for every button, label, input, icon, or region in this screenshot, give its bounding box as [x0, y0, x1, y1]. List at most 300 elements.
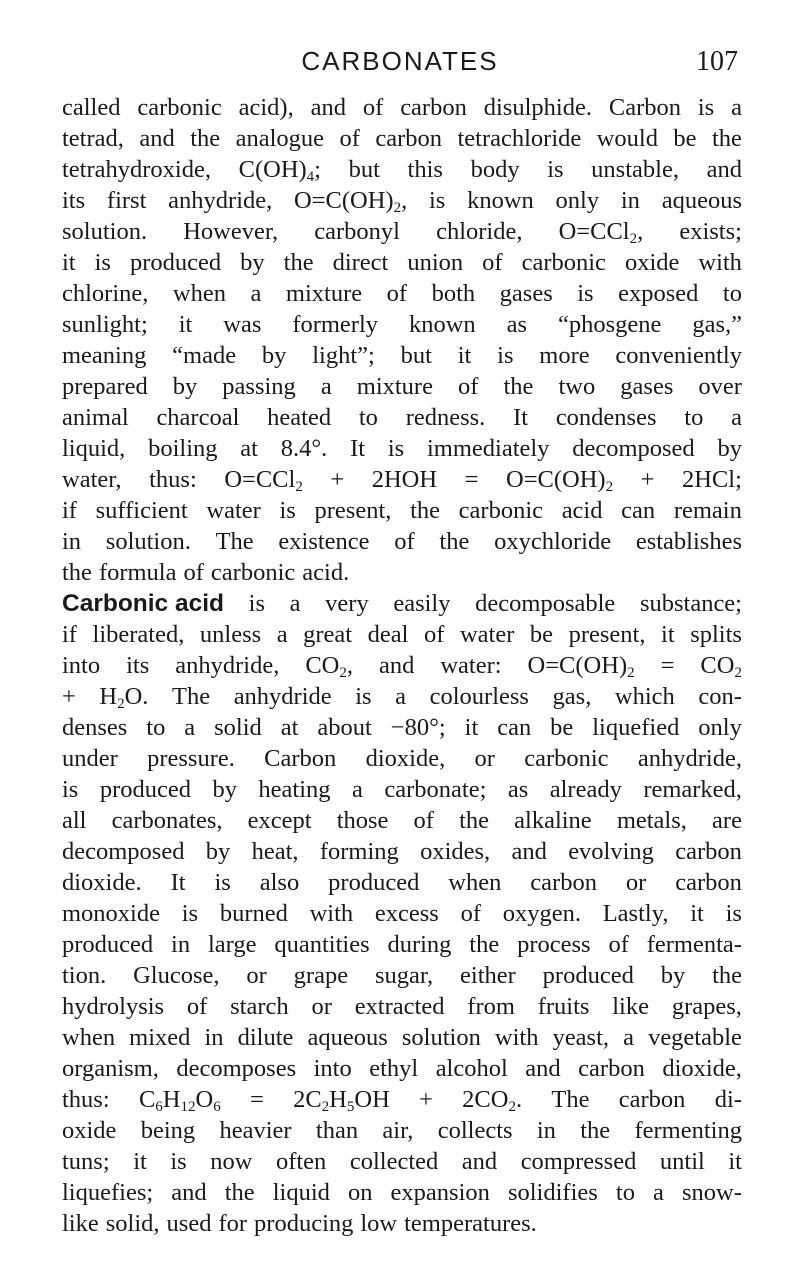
word: only	[698, 714, 742, 741]
word: is	[214, 869, 231, 896]
word: it	[690, 900, 704, 927]
word: aqueous	[661, 187, 742, 214]
word: “made	[172, 342, 237, 369]
word: either	[460, 962, 516, 989]
word: analogue	[235, 125, 325, 152]
word: collects	[437, 1117, 513, 1144]
word: and	[171, 1179, 207, 1206]
word: thus:	[62, 1086, 110, 1113]
word: carbonic	[210, 559, 296, 586]
word: produced	[62, 931, 154, 958]
word: of	[394, 528, 415, 555]
word: the	[459, 807, 490, 834]
word: O=CCl$_2$	[224, 466, 303, 495]
word: establishes	[635, 528, 742, 555]
word: two	[558, 373, 596, 400]
word: present,	[568, 621, 646, 648]
page-number: 107	[696, 46, 738, 77]
word: often	[275, 1148, 327, 1175]
word: when	[62, 1024, 116, 1051]
word: alcohol	[435, 1055, 508, 1082]
word: the	[580, 1117, 611, 1144]
word: used	[166, 1210, 212, 1237]
word: when	[172, 280, 226, 307]
word: grapes,	[671, 993, 742, 1020]
word: liberated,	[92, 621, 185, 648]
word: O=CCl$_2$,	[558, 218, 644, 247]
word: collected	[349, 1148, 439, 1175]
word: by	[212, 776, 237, 803]
word: carbon	[675, 869, 742, 896]
word: passing	[222, 373, 296, 400]
text-line	[62, 588, 742, 619]
word: dioxide,	[365, 745, 446, 772]
word: monoxide	[62, 900, 160, 927]
word: but	[348, 156, 380, 183]
word: Glucose,	[133, 962, 220, 989]
word: in	[620, 187, 640, 214]
word: sufficient	[95, 497, 188, 524]
word: tetrahydroxide,	[62, 156, 211, 183]
word: dioxide.	[62, 869, 142, 896]
word: The	[551, 1086, 590, 1113]
word: is	[94, 249, 111, 276]
word: yeast,	[552, 1024, 610, 1051]
word: fermenting	[634, 1117, 742, 1144]
word: a	[250, 280, 262, 307]
word: tetrachloride	[457, 125, 582, 152]
word: quantities	[274, 931, 370, 958]
text-line	[62, 712, 742, 743]
word: its	[126, 652, 150, 679]
word: vegetable	[648, 1024, 742, 1051]
word: liquid,	[62, 435, 126, 462]
word: would	[596, 125, 658, 152]
word: the	[190, 125, 221, 152]
word: to	[722, 280, 742, 307]
word: solution	[401, 1024, 481, 1051]
word: forming	[319, 838, 399, 865]
word: be	[550, 714, 574, 741]
word: easily	[393, 590, 451, 617]
word: except	[247, 807, 312, 834]
word: can	[621, 497, 656, 524]
word: it	[464, 714, 479, 741]
word: heavier	[219, 1117, 292, 1144]
word: with	[494, 1024, 539, 1051]
word: temperatures.	[404, 1210, 537, 1237]
word: is	[279, 497, 296, 524]
word: +	[419, 1086, 433, 1113]
word: oxide	[624, 249, 680, 276]
word: anhydride,	[175, 652, 280, 679]
word: tetrad,	[62, 125, 124, 152]
word: existence	[278, 528, 370, 555]
word: carbonate;	[384, 776, 487, 803]
word: known	[408, 311, 476, 338]
word: first	[106, 187, 147, 214]
word: very	[325, 590, 369, 617]
word: with	[309, 900, 354, 927]
word: and	[706, 156, 742, 183]
word: the	[439, 528, 470, 555]
text-line	[62, 681, 742, 712]
text-line	[62, 929, 742, 960]
running-head: CARBONATES	[301, 46, 499, 76]
word: =	[660, 652, 675, 679]
word: “phosgene	[557, 311, 662, 338]
word: process	[517, 931, 591, 958]
word: It	[170, 869, 186, 896]
word: boiling	[148, 435, 218, 462]
word: thus:	[149, 466, 197, 493]
word: over	[698, 373, 742, 400]
word: oxychloride	[494, 528, 612, 555]
word: and	[525, 1055, 561, 1082]
word: decomposed	[572, 435, 695, 462]
word: hydrolysis	[62, 993, 165, 1020]
word: of	[482, 249, 503, 276]
word: it	[133, 1148, 147, 1175]
word: is	[428, 187, 446, 214]
word: water,	[62, 466, 122, 493]
word: at	[240, 435, 258, 462]
word: dilute	[237, 1024, 294, 1051]
word: oxide	[62, 1117, 117, 1144]
word: tion.	[62, 962, 107, 989]
word: The	[215, 528, 254, 555]
word: its	[62, 187, 86, 214]
word: or	[625, 869, 647, 896]
word: if	[62, 621, 77, 648]
word: dioxide,	[662, 1055, 742, 1082]
word: on	[347, 1179, 373, 1206]
word: to	[684, 404, 704, 431]
word: present,	[314, 497, 392, 524]
word: carbonyl	[314, 218, 400, 245]
word: solid	[214, 714, 262, 741]
word: of	[423, 621, 445, 648]
word: or	[246, 962, 267, 989]
word: and	[139, 125, 175, 152]
word: with	[698, 249, 742, 276]
word: a	[731, 404, 742, 431]
word: is	[577, 280, 594, 307]
text-line	[62, 216, 742, 247]
word: heated	[267, 404, 332, 431]
word: a	[276, 621, 288, 648]
word: gases	[499, 280, 553, 307]
word: for	[218, 1210, 248, 1237]
word: a	[184, 714, 196, 741]
text-line	[62, 1084, 742, 1115]
word: denses	[62, 714, 128, 741]
word: gas,	[552, 683, 592, 710]
word: sugar,	[374, 962, 434, 989]
word: until	[659, 1148, 705, 1175]
word: conveniently	[615, 342, 742, 369]
word: by	[660, 962, 686, 989]
word: produced	[129, 249, 222, 276]
word: great	[303, 621, 353, 648]
word: $O=C(OH)_2$,	[294, 187, 408, 216]
word: tuns;	[62, 1148, 110, 1175]
word: by	[717, 435, 742, 462]
word: carbonates,	[111, 807, 223, 834]
word: carbon	[530, 869, 597, 896]
word: immediately	[426, 435, 550, 462]
word: It	[350, 435, 366, 462]
word: this	[407, 156, 443, 183]
word: colourless	[429, 683, 529, 710]
word: more	[539, 342, 590, 369]
word: 2HCl;	[681, 466, 742, 493]
word: $H_2O$.	[99, 683, 149, 712]
word: The	[172, 683, 211, 710]
word: the	[712, 125, 742, 152]
word: mixture	[285, 280, 363, 307]
word: extracted	[354, 993, 445, 1020]
word: −80°;	[390, 714, 446, 741]
word: carbon	[675, 838, 742, 865]
word: decomposed	[62, 838, 185, 865]
word: formerly	[292, 311, 379, 338]
word: organism,	[62, 1055, 159, 1082]
word: called	[62, 94, 121, 121]
word: $2CO_2$.	[462, 1086, 523, 1115]
word: which	[614, 683, 675, 710]
word: of	[386, 280, 408, 307]
word: and	[378, 652, 415, 679]
word: and	[511, 838, 547, 865]
text-line	[62, 526, 742, 557]
word: to	[146, 714, 166, 741]
word: in	[204, 1024, 224, 1051]
word: a	[623, 1024, 634, 1051]
word: the	[712, 962, 742, 989]
word: at	[280, 714, 299, 741]
text-line	[62, 495, 742, 526]
text-line	[62, 743, 742, 774]
word: water	[206, 497, 261, 524]
word: =	[249, 1086, 264, 1113]
word: of	[183, 559, 204, 586]
word: into	[62, 652, 101, 679]
word: $O=C(OH)_2$	[506, 466, 614, 495]
text-line	[62, 1208, 742, 1239]
word: carbon	[578, 1055, 645, 1082]
word: carbon	[375, 125, 443, 152]
text-line	[62, 309, 742, 340]
word: the	[503, 373, 534, 400]
word: 8.4°.	[280, 435, 328, 462]
word: the	[62, 559, 92, 586]
text-line	[62, 1053, 742, 1084]
word: is	[725, 900, 742, 927]
word: now	[210, 1148, 253, 1175]
word: those	[336, 807, 389, 834]
word: deal	[367, 621, 409, 648]
text-line	[62, 774, 742, 805]
word: condenses	[555, 404, 657, 431]
word: solid,	[105, 1210, 160, 1237]
word: carbonic	[524, 745, 609, 772]
word: redness.	[405, 404, 486, 431]
word: anhydride,	[637, 745, 742, 772]
word: produced	[99, 776, 191, 803]
word: snow-	[681, 1179, 742, 1206]
word: It	[513, 404, 529, 431]
word: the	[224, 1179, 255, 1206]
word: it	[661, 621, 675, 648]
word: large	[207, 931, 257, 958]
word: only	[555, 187, 600, 214]
word: Lastly,	[602, 900, 669, 927]
word: unless	[199, 621, 262, 648]
word: as	[507, 776, 529, 803]
word: metals,	[616, 807, 687, 834]
word: =	[464, 466, 479, 493]
word: liquid	[272, 1179, 330, 1206]
word: anhydride	[233, 683, 332, 710]
word: +	[62, 683, 76, 710]
word: of	[460, 900, 481, 927]
text-line	[62, 123, 742, 154]
word: air,	[382, 1117, 414, 1144]
word: low	[360, 1210, 398, 1237]
word: is	[181, 900, 199, 927]
word: exposed	[618, 280, 699, 307]
word: it	[62, 249, 76, 276]
word: to	[615, 1179, 635, 1206]
word: excess	[374, 900, 439, 927]
word: producing	[254, 1210, 354, 1237]
word: a	[352, 776, 363, 803]
word: produced	[328, 869, 420, 896]
word: like	[62, 1210, 99, 1237]
word: carbonic	[137, 94, 222, 121]
word: animal	[62, 404, 129, 431]
word: can	[497, 714, 532, 741]
text-line	[62, 805, 742, 836]
word: is	[248, 590, 265, 617]
word: the	[283, 249, 314, 276]
text-line	[62, 960, 742, 991]
text-line	[62, 650, 742, 681]
word: water	[459, 621, 515, 648]
word: a	[320, 373, 332, 400]
word: acid	[561, 497, 603, 524]
word: as	[506, 311, 528, 338]
word: Carbonic acid	[62, 590, 225, 617]
word: starch	[230, 993, 289, 1020]
word: However,	[183, 218, 279, 245]
word: a	[731, 94, 742, 121]
word: chlorine,	[62, 280, 149, 307]
word: is	[547, 156, 564, 183]
word: charcoal	[156, 404, 240, 431]
word: being	[140, 1117, 196, 1144]
word: is	[697, 94, 715, 121]
word: carbon	[400, 94, 467, 121]
word: the	[469, 931, 500, 958]
text-line	[62, 557, 742, 588]
word: +	[330, 466, 345, 493]
word: aqueous	[307, 1024, 388, 1051]
word: by	[205, 838, 231, 865]
word: +	[640, 466, 655, 493]
word: is	[355, 683, 372, 710]
word: both	[431, 280, 476, 307]
word: decomposable	[475, 590, 616, 617]
word: when	[448, 869, 502, 896]
text-line	[62, 278, 742, 309]
word: compressed	[520, 1148, 637, 1175]
word: liquefies;	[62, 1179, 154, 1206]
word: is	[387, 435, 405, 462]
text-line	[62, 867, 742, 898]
word: anhydride,	[168, 187, 273, 214]
text-line	[62, 619, 742, 650]
word: liquefied	[592, 714, 680, 741]
word: evolving	[568, 838, 654, 865]
text-line	[62, 991, 742, 1022]
word: Carbon	[264, 745, 337, 772]
word: mixed	[129, 1024, 191, 1051]
text-line	[62, 1115, 742, 1146]
word: fruits	[537, 993, 590, 1020]
word: solution.	[105, 528, 191, 555]
word: but	[400, 342, 432, 369]
word: is	[497, 342, 514, 369]
word: of	[186, 993, 208, 1020]
word: prepared	[62, 373, 148, 400]
word: direct	[332, 249, 389, 276]
word: expansion	[390, 1179, 490, 1206]
word: splits	[690, 621, 742, 648]
word: all	[62, 807, 87, 834]
word: if	[62, 497, 77, 524]
word: by	[261, 342, 287, 369]
word: oxides,	[420, 838, 491, 865]
word: of	[339, 125, 360, 152]
text-line	[62, 402, 742, 433]
word: was	[223, 311, 262, 338]
body-text	[62, 92, 742, 1239]
word: from	[467, 993, 515, 1020]
word: oxygen.	[502, 900, 581, 927]
word: gases	[620, 373, 674, 400]
word: known	[467, 187, 534, 214]
word: heat,	[251, 838, 299, 865]
word: body	[470, 156, 520, 183]
word: formula	[98, 559, 177, 586]
text-line	[62, 464, 742, 495]
text-line	[62, 247, 742, 278]
word: grape	[293, 962, 349, 989]
word: produced	[542, 962, 634, 989]
word: to	[358, 404, 378, 431]
word: di-	[714, 1086, 742, 1113]
text-line	[62, 1146, 742, 1177]
word: $C_6H_{12}O_6$	[138, 1086, 221, 1115]
word: heating	[258, 776, 331, 803]
word: unstable,	[591, 156, 679, 183]
word: solidifies	[507, 1179, 598, 1206]
word: a	[289, 590, 301, 617]
text-line	[62, 92, 742, 123]
word: solution.	[62, 218, 148, 245]
